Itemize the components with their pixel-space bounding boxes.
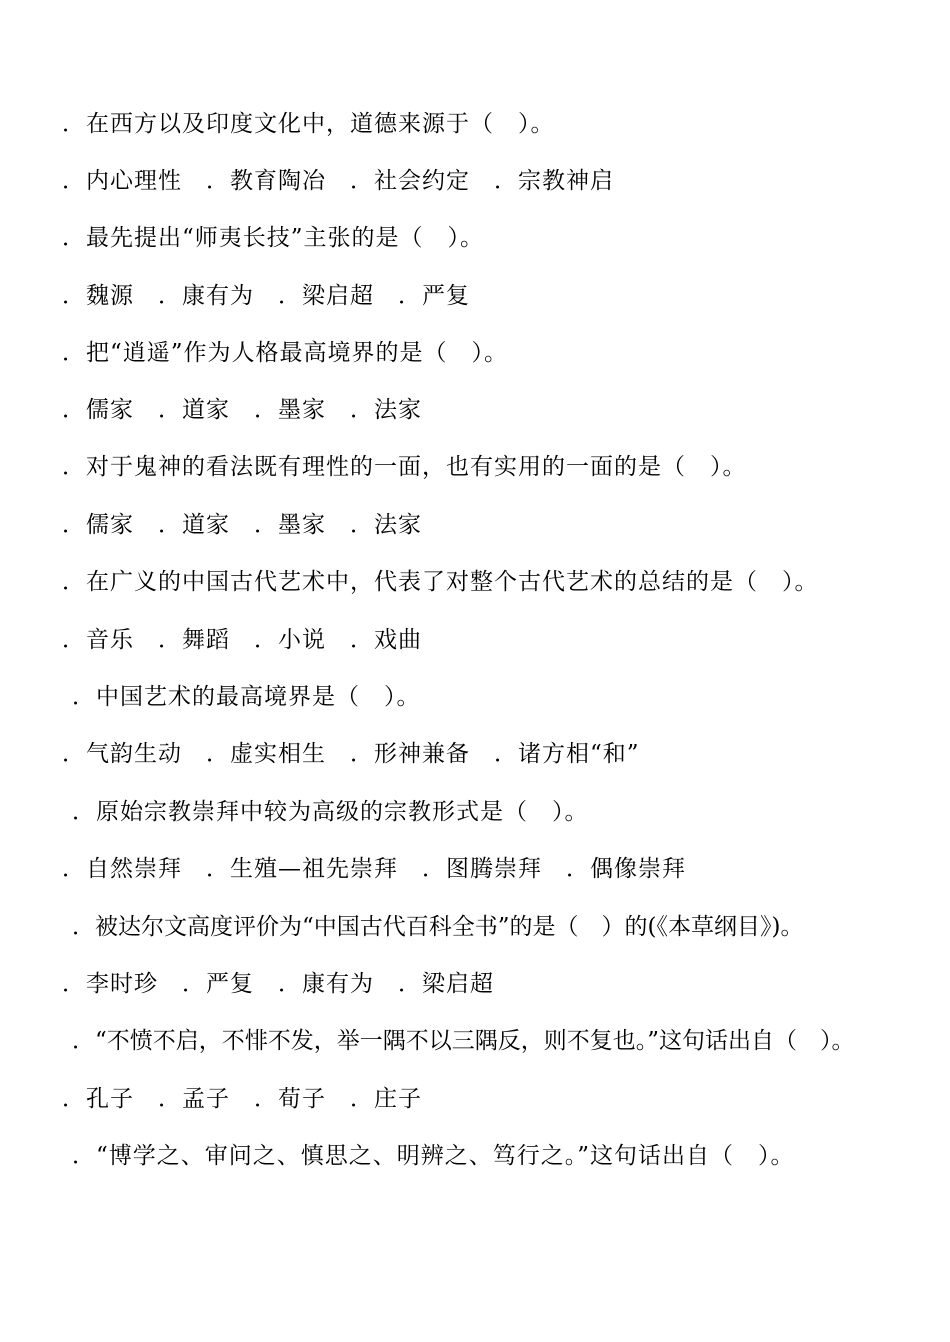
- options-line: ．魏源 ．康有为 ．梁启超 ．严复: [62, 283, 470, 309]
- question-line: ．被达尔文高度评价为“中国古代百科全书”的是（ ）的(《本草纲目》)。: [72, 914, 804, 940]
- question-line: ．“博学之、审问之、慎思之、明辨之、笃行之。”这句话出自（ ）。: [72, 1143, 795, 1169]
- options-line: ．自然崇拜 ．生殖—祖先崇拜 ．图腾崇拜 ．偶像崇拜: [62, 856, 686, 882]
- question-line: ．“不愤不启，不悱不发，举一隅不以三隅反，则不复也。”这句话出自（ ）。: [72, 1028, 855, 1054]
- options-line: ．内心理性 ．教育陶冶 ．社会约定 ．宗教神启: [62, 168, 614, 194]
- question-line: ．把“逍遥”作为人格最高境界的是（ ）。: [62, 340, 509, 366]
- options-line: ．孔子 ．孟子 ．荀子 ．庄子: [62, 1086, 422, 1112]
- question-line: ．在西方以及印度文化中，道德来源于（ ）。: [62, 111, 555, 137]
- question-line: ．对于鬼神的看法既有理性的一面，也有实用的一面的是（ ）。: [62, 454, 747, 480]
- question-line: ．最先提出“师夷长技”主张的是（ ）。: [62, 225, 485, 251]
- options-line: ．音乐 ．舞蹈 ．小说 ．戏曲: [62, 627, 422, 653]
- question-line: ．原始宗教崇拜中较为高级的宗教形式是（ ）。: [72, 799, 589, 825]
- options-line: ．儒家 ．道家 ．墨家 ．法家: [62, 397, 422, 423]
- options-line: ．儒家 ．道家 ．墨家 ．法家: [62, 512, 422, 538]
- options-line: ．气韵生动 ．虚实相生 ．形神兼备 ．诸方相“和”: [62, 741, 640, 767]
- question-line: ．中国艺术的最高境界是（ ）。: [72, 684, 421, 710]
- question-line: ．在广义的中国古代艺术中，代表了对整个古代艺术的总结的是（ ）。: [62, 569, 819, 595]
- options-line: ．李时珍 ．严复 ．康有为 ．梁启超: [62, 971, 494, 997]
